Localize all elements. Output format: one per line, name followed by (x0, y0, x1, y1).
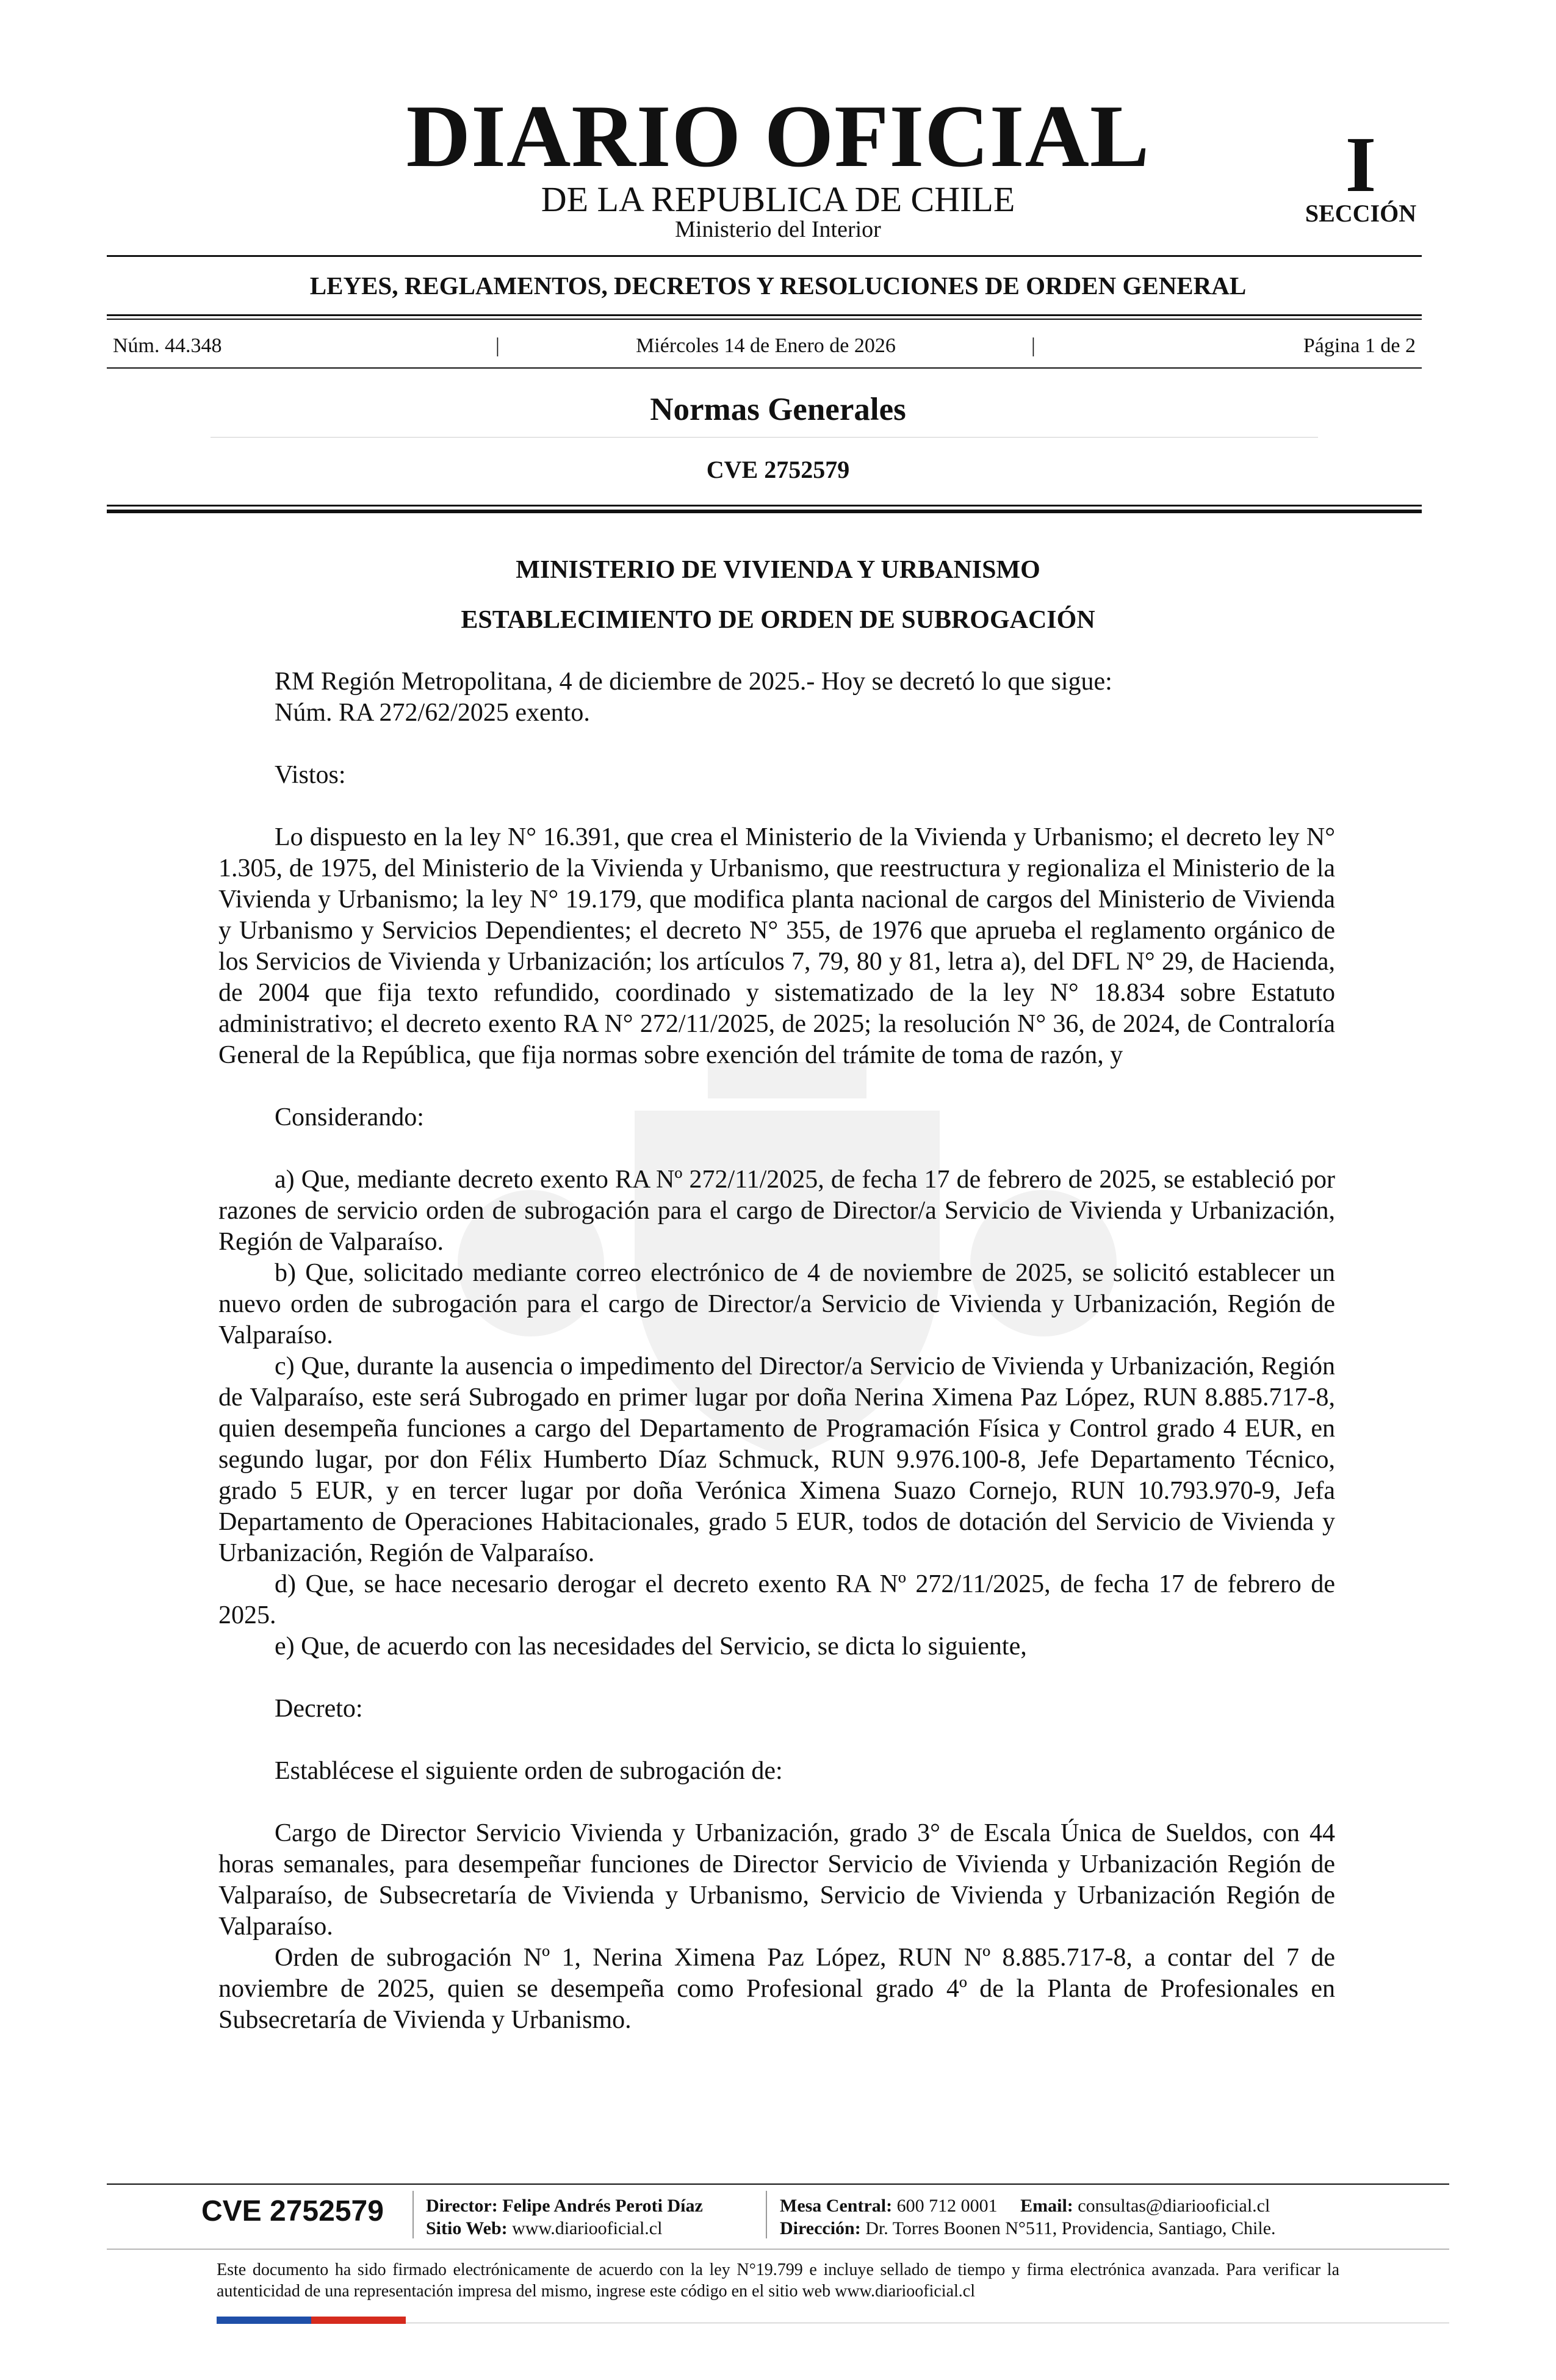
spacer (218, 1662, 1335, 1693)
header-divider-top (107, 255, 1422, 257)
footer-cve-code: CVE 2752579 (201, 2195, 384, 2227)
header-divider-double-a (107, 314, 1422, 316)
considerando-item-c: c) Que, durante la ausencia o impedimento del Director/a Servicio de Vivienda y Urbanización, Región de Valparaíso, este será Subrogado en primer lugar por doña Nerina Ximena Paz López, RUN 8.885.717-8, quien desempeña funciones a cargo del Departamento de Programación Física y Control grado 4 EUR, en segundo lugar, por don Félix Humberto Díaz Schmuck, RUN 9.976.100-8, Jefe Departamento Técnico, grado 5 EUR, y en tercer lugar por doña Verónica Ximena Suazo Cornejo, RUN 10.793.970-9, Jefa Departamento de Operaciones Habitacionales, grado 5 EUR, todos de dotación del Servicio de Vivienda y Urbanización, Región de Valparaíso. (218, 1352, 1335, 1567)
masthead-title: DIARIO OFICIAL (406, 87, 1150, 186)
considerando-item-e: e) Que, de acuerdo con las necesidades del Servicio, se dicta lo siguiente, (275, 1632, 1027, 1661)
phone-value: 600 712 0001 (896, 2196, 998, 2216)
considerando-item-a: a) Que, mediante decreto exento RA Nº 272/11/2025, de fecha 17 de febrero de 2025, se estableció por razones de servicio orden de subrogación para el cargo de Director/a Servicio de Vivienda y Urbanización, Región de Valparaíso. (218, 1166, 1335, 1256)
footer-vline-1 (412, 2191, 414, 2238)
info-divider (107, 367, 1422, 369)
cve-code: CVE 2752579 (706, 456, 850, 483)
email-label: Email: (1020, 2196, 1073, 2216)
republic-subtitle: DE LA REPUBLICA DE CHILE (541, 179, 1015, 219)
spacer (218, 1787, 1335, 1818)
intro-line-2: Núm. RA 272/62/2025 exento. (275, 699, 590, 727)
orden-subrogacion-1: Orden de subrogación Nº 1, Nerina Ximena Paz López, RUN Nº 8.885.717-8, a contar del 7 de noviembre de 2025, quien se desempeña como Profesional grado 4º de la Planta de Profesionales en Subsecretaría de Vivienda y Urbanismo. (218, 1944, 1335, 2034)
establecese-line: Establécese el siguiente orden de subrogación de: (275, 1757, 783, 1785)
footer-director (426, 2194, 703, 2217)
document-body (218, 666, 1335, 2036)
ministry-subtitle: Ministerio del Interior (675, 217, 881, 242)
web-link[interactable]: www.diariooficial.cl (512, 2218, 663, 2238)
vistos-label: Vistos: (275, 761, 346, 789)
spacer (218, 1133, 1335, 1164)
document-title: ESTABLECIMIENTO DE ORDEN DE SUBROGACIÓN (461, 606, 1095, 634)
info-separator-1: | (495, 334, 500, 357)
ministry-heading: MINISTERIO DE VIVIENDA Y URBANISMO (516, 556, 1040, 584)
considerando-item-d: d) Que, se hace necesario derogar el decreto exento RA Nº 272/11/2025, de fecha 17 de febrero de 2025. (218, 1570, 1335, 1629)
spacer (218, 791, 1335, 822)
address-value: Dr. Torres Boonen N°511, Providencia, Santiago, Chile. (865, 2218, 1276, 2238)
considerando-label: Considerando: (275, 1103, 424, 1131)
spacer (218, 1725, 1335, 1756)
issue-number: Núm. 44.348 (113, 334, 222, 357)
signature-disclaimer: Este documento ha sido firmado electrónicamente de acuerdo con la ley N°19.799 e incluye sellado de tiempo y firma electrónica avanzada. Para verificar la autenticidad de una representación impresa del mismo, ingrese este código en el sitio web www.diariooficial.cl (217, 2260, 1339, 2301)
cve-divider-b (107, 510, 1422, 513)
section-title-underline (211, 437, 1318, 438)
address-label: Dirección: (780, 2218, 861, 2238)
issue-date: Miércoles 14 de Enero de 2026 (636, 334, 896, 357)
decreto-label: Decreto: (275, 1695, 363, 1723)
web-label: Sitio Web: (426, 2218, 508, 2238)
cargo-paragraph: Cargo de Director Servicio Vivienda y Urbanización, grado 3° de Escala Única de Sueldos, con 44 horas semanales, para desempeñar funciones de Director Servicio de Vivienda y Urbanización Región de Valparaíso, de Subsecretaría de Vivienda y Urbanismo, Servicio de Vivienda y Urbanización Región de Valparaíso. (218, 1819, 1335, 1941)
email-link[interactable]: consultas@diariooficial.cl (1078, 2196, 1270, 2216)
section-label: SECCIÓN (1305, 200, 1417, 227)
header-divider-double-b (107, 319, 1422, 320)
footer-address (780, 2217, 1276, 2240)
info-separator-2: | (1031, 334, 1036, 357)
spacer (218, 1071, 1335, 1102)
director-label: Director: (426, 2196, 498, 2216)
page-indicator: Página 1 de 2 (1303, 334, 1416, 357)
cve-divider-a (107, 505, 1422, 507)
flag-bar-blue (217, 2317, 311, 2324)
phone-label: Mesa Central: (780, 2196, 893, 2216)
vistos-paragraph: Lo dispuesto en la ley N° 16.391, que crea el Ministerio de la Vivienda y Urbanismo; el decreto ley N° 1.305, de 1975, del Ministerio de la Vivienda y Urbanismo, que reestructura y regionaliza el Ministerio de la Vivienda y Urbanismo; la ley N° 19.179, que modifica planta nacional de cargos del Ministerio de Vivienda y Urbanismo y Servicios Dependientes; el decreto N° 355, de 1976 que aprueba el reglamento orgánico de los Servicios de Vivienda y Urbanización; los artículos 7, 79, 80 y 81, letra a), del DFL N° 29, de Hacienda, de 2004 que fija texto refundido, coordinado y sistematizado de la ley N° 18.834 sobre Estatuto administrativo; el decreto exento RA N° 272/11/2025, de 2025; la resolución N° 36, de 2024, de Contraloría General de la República, que fija normas sobre exención del trámite de toma de razón, y (218, 823, 1335, 1069)
director-value: Felipe Andrés Peroti Díaz (502, 2196, 703, 2216)
considerando-item-b: b) Que, solicitado mediante correo electrónico de 4 de noviembre de 2025, se solicitó establecer un nuevo orden de subrogación para el cargo de Director/a Servicio de Vivienda y Urbanización, Región de Valparaíso. (218, 1259, 1335, 1349)
section-number: I (1345, 121, 1377, 209)
spacer (218, 729, 1335, 760)
footer-contact (780, 2194, 1270, 2217)
footer-website (426, 2217, 662, 2240)
publication-subtitle: LEYES, REGLAMENTOS, DECRETOS Y RESOLUCIONES DE ORDEN GENERAL (309, 272, 1247, 300)
intro-line-1: RM Región Metropolitana, 4 de diciembre de 2025.- Hoy se decretó lo que sigue: (275, 668, 1112, 696)
section-title: Normas Generales (650, 392, 906, 427)
flag-bar-red (311, 2317, 406, 2324)
footer-vline-2 (766, 2191, 767, 2238)
footer-divider-top (107, 2183, 1449, 2185)
